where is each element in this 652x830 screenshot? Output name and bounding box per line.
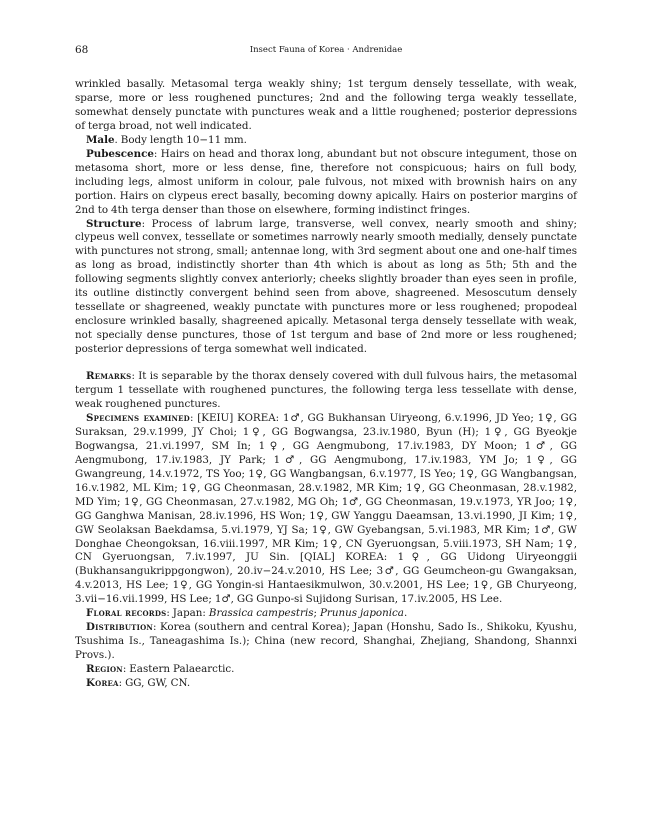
running-header — [75, 44, 577, 58]
floral-records-section: Floral records: Japan: Brassica campestris; Prunus japonica. — [86, 607, 408, 620]
pubescence-section — [75, 148, 577, 218]
korea-heading: Korea — [86, 677, 119, 690]
male-heading: Male — [86, 133, 115, 146]
remarks-text: : It is separable by the thorax densely covered with dull fulvous hairs, the metasomal tergum 1 tessellate with roughened punctures, the following terga less tessellate with dense, weak roughened punctures. — [75, 370, 577, 410]
korea-section — [75, 677, 577, 691]
page-number: 68 — [75, 44, 89, 56]
floral-records-heading: Floral records — [86, 607, 167, 620]
region-section — [75, 663, 577, 677]
structure-section — [75, 218, 577, 358]
distribution-section — [75, 621, 577, 663]
running-title: Insect Fauna of Korea · Andrenidae — [249, 45, 403, 55]
region-text: : Eastern Palaearctic. — [122, 663, 235, 676]
remarks-heading: Remarks — [86, 370, 132, 383]
korea-text: : GG, GW, CN. — [118, 677, 191, 690]
pubescence-text: : Hairs on head and thorax long, abundant but not obscure integument, those on metasoma short, more or less dense, fine, therefore not conspicuous; hairs on full body, including legs, almost uniform in colour, pale fulvous, not mixed with brownish hairs on any portion. Hairs on clypeus erect basally, becoming downy apically. Hairs on posterior margins of 2nd to 4th terga denser than those on elsewhere, forming indistinct fringes. — [75, 147, 577, 216]
remarks-section — [75, 370, 577, 412]
specimens-text: : [KEIU] KOREA: 1♂, GG Bukhansan Uiryeong, 6.v.1996, JD Yeo; 1♀, GG Suraksan, 29.v.1999, JY Choi; 1♀, GG Bogwangsa, 23.iv.1980, Byun (H); 1♀, GG Byeokje Bogwangsa, 21.vi.1997, SM In; 1♀, GG Aengmubong, 17.iv.1983, DY Moon; 1♂, GG Aengmubong, 17.iv.1983, JY Park; 1♂, GG Aengmubong, 17.iv.1983, YM Jo; 1♀, GG Gwangreung, 14.v.1972, TS Yoo; 1♀, GG Wangbangsan, 6.v.1977, IS Yeo; 1♀, GG Wangbangsan, 16.v.1982, ML Kim; 1♀, GG Cheonmasan, 28.v.1982, MR Kim; 1♀, GG Cheonmasan, 28.v.1982, MD Yim; 1♀, GG Cheonmasan, 27.v.1982, MG Oh; 1♂, GG Cheonmasan, 19.v.1973, YR Joo; 1♀, GG Ganghwa Manisan, 28.iv.1996, HS Won; 1♀, GW Yanggu Daeamsan, 13.vi.1990, JI Kim; 1♀, GW Seolaksan Baekdamsa, 5.vi.1979, YJ Sa; 1♀, GW Gyebangsan, 5.vi.1983, MR Kim; 1♂, GW Donghae Cheongoksan, 16.viii.1997, MR Kim; 1♀, CN Gyeruongsan, 5.viii.1973, SH Nam; 1♀, CN Gyeruongsan, 7.iv.1997, JU Sin. [QIAL] KOREA: 1♀, GG Uidong Uiryeonggii (Bukhansangukrippgongwon), 20.iv−24.v.2010, HS Lee; 3♂, GG Geumcheon-gu Gwangaksan, 4.v.2013, HS Lee; 1♀, GG Yongin-si Hantaesikmulwon, 30.v.2001, HS Lee; 1♀, GB Churyeong, 3.vii−16.vii.1999, HS Lee; 1♂, GG Gunpo-si Sujidong Surisan, 17.iv.2005, HS Lee. — [75, 411, 577, 606]
region-heading: Region — [86, 663, 123, 676]
female-description-continued: wrinkled basally. Metasomal terga weakly shiny; 1st tergum densely tessellate, with weak, sparse, more or less roughened punctures; 2nd and the following terga weakly tessellate, somewhat densely punctate with punctures weak and a little roughened; posterior depressions of terga broad, not well indicated. — [75, 78, 577, 132]
male-body-length: . Body length 10−11 mm. — [114, 133, 247, 146]
plant-name: Brassica campestris — [208, 607, 314, 620]
pubescence-heading: Pubescence — [86, 147, 154, 160]
male-section — [75, 134, 577, 148]
specimens-heading: Specimens examined — [86, 411, 190, 424]
distribution-text: : Korea (southern and central Korea); Japan (Honshu, Sado Is., Shikoku, Kyushu, Tsushima Is., Taneagashima Is.); China (new record, Shanghai, Zhejiang, Shandong, Shannxi Provs.). — [75, 621, 577, 662]
specimens-section — [75, 412, 577, 607]
section-gap — [75, 357, 577, 370]
plant-name: Prunus japonica — [319, 607, 404, 620]
main-text — [75, 78, 577, 691]
distribution-heading: Distribution — [86, 621, 153, 634]
structure-text: : Process of labrum large, transverse, well convex, nearly smooth and shiny; clypeus well convex, tessellate or sometimes narrowly nearly smooth medially, densely punctate with punctures not strong, small; antennae long, with 3rd segment about one and one-half times as long as broad, indistinctly shorter than 4th which is about as long as 5th; 5th and the following segments slightly convex anteriorly; cheeks slightly broader than eyes seen in profile, its outline distinctly convergent behind seen from above, shagreened. Mesoscutum densely tessellate or shagreened, weakly punctate with punctures more or less roughened; propodeal enclosure wrinkled basally, shagreened apically. Metasonal terga densely tessellate with weak, not specially dense punctures, those of 1st tergum and base of 2nd more or less roughened; posterior depressions of terga somewhat well indicated. — [75, 217, 577, 356]
structure-heading: Structure — [86, 217, 142, 230]
